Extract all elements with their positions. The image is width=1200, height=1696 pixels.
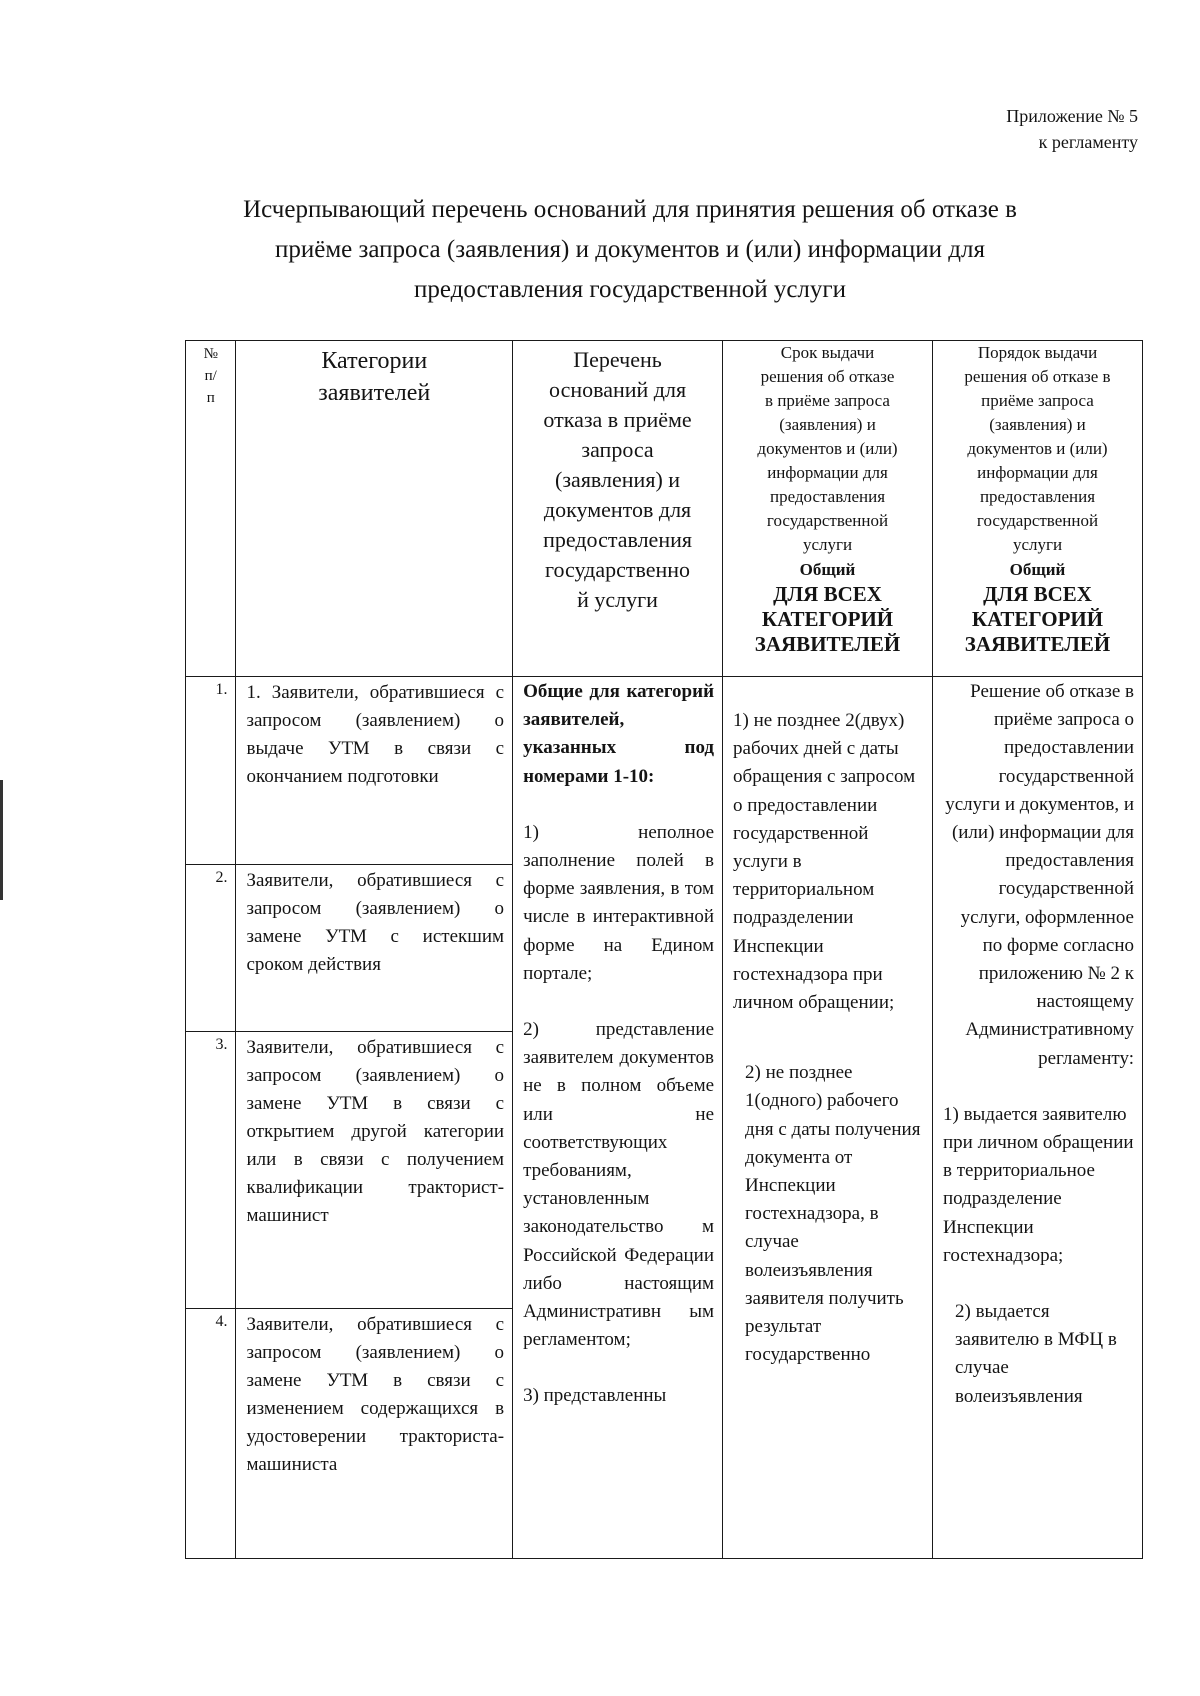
header-order-line: решения об отказе в bbox=[964, 367, 1111, 386]
header-grounds-line: документов для bbox=[543, 497, 692, 522]
header-grounds bbox=[513, 341, 723, 677]
header-term-line: предоставления bbox=[769, 487, 886, 506]
row-category: Заявители, обратившиеся с запросом (заявлением) о замене УТМ в связи с открытием другой категории или в связи с получением квалификации тракторист-машинист bbox=[236, 1032, 513, 1309]
header-term-bold: Общий bbox=[799, 560, 856, 579]
header-term-bold: ЗАЯВИТЕЛЕЙ bbox=[754, 632, 901, 656]
row-category: Заявители, обратившиеся с запросом (заявлением) о замене УТМ в связи с изменением содержащихся в удостоверении тракториста-машиниста bbox=[236, 1309, 513, 1559]
table-header-row bbox=[186, 341, 1143, 677]
header-num-line: п bbox=[206, 390, 215, 406]
grounds-item: 1) неполное заполнение полей в форме заявления, в том числе в интерактивной форме на Едином портале; bbox=[523, 821, 715, 984]
order-cell bbox=[933, 677, 1143, 1559]
header-category-line: Категории bbox=[321, 348, 428, 374]
header-num-line: № bbox=[203, 346, 218, 362]
header-number bbox=[186, 341, 236, 677]
document-title bbox=[150, 190, 1110, 310]
header-order-bold: ЗАЯВИТЕЛЕЙ bbox=[964, 632, 1111, 656]
header-term-line: в приёме запроса bbox=[765, 391, 890, 410]
term-item: 2) не позднее 1(одного) рабочего дня с даты получения документа от Инспекции гостехнадзора, в случае волеизъявления заявителя получить результат государственно bbox=[745, 1062, 921, 1366]
header-term bbox=[723, 341, 933, 677]
row-category: Заявители, обратившиеся с запросом (заявлением) о замене УТМ с истекшим сроком действия bbox=[236, 865, 513, 1032]
order-item: 1) выдается заявителю при личном обращении в территориальное подразделение Инспекции гостехнадзора; bbox=[943, 1103, 1134, 1266]
term-item: 1) не позднее 2(двух) рабочих дней с даты обращения с запросом о предоставлении государственной услуги в территориальном подразделении Инспекции гостехнадзора при личном обращении; bbox=[733, 710, 916, 1014]
header-term-line: документов и (или) bbox=[757, 439, 898, 458]
header-term-line: информации для bbox=[767, 463, 888, 482]
refusal-grounds-table bbox=[185, 340, 1143, 1559]
header-term-bold: КАТЕГОРИЙ bbox=[761, 607, 894, 631]
title-line-3: предоставления государственной услуги bbox=[413, 276, 847, 303]
row-number: 3. bbox=[186, 1032, 236, 1309]
header-order-line: информации для bbox=[977, 463, 1098, 482]
header-grounds-line: государственно bbox=[545, 557, 691, 582]
grounds-cell bbox=[513, 677, 723, 1559]
term-cell bbox=[723, 677, 933, 1559]
header-grounds-line: Перечень bbox=[573, 347, 662, 372]
row-number: 4. bbox=[186, 1309, 236, 1559]
appendix-line-2: к регламенту bbox=[1038, 132, 1138, 152]
header-grounds-line: отказа в приёме bbox=[543, 407, 692, 432]
header-term-line: решения об отказе bbox=[760, 367, 895, 386]
header-order-line: приёме запроса bbox=[981, 391, 1094, 410]
header-order bbox=[933, 341, 1143, 677]
grounds-intro: Общие для категорий заявителей, указанных под номерами 1-10: bbox=[523, 681, 715, 787]
appendix-line-1: Приложение № 5 bbox=[1006, 106, 1138, 126]
title-line-2: приёме запроса (заявления) и документов и (или) информации для bbox=[274, 236, 985, 263]
header-grounds-line: оснований для bbox=[549, 377, 687, 402]
header-order-bold: КАТЕГОРИЙ bbox=[971, 607, 1104, 631]
header-order-bold: ДЛЯ ВСЕХ bbox=[983, 582, 1092, 606]
row-category: 1. Заявители, обратившиеся с запросом (заявлением) о выдаче УТМ в связи с окончанием подготовки bbox=[236, 677, 513, 865]
header-category-line: заявителей bbox=[318, 380, 431, 406]
header-num-line: п/ bbox=[204, 368, 217, 384]
header-grounds-line: (заявления) и bbox=[555, 467, 681, 492]
header-term-line: (заявления) и bbox=[779, 415, 876, 434]
table-row bbox=[186, 677, 1143, 865]
order-item: 2) выдается заявителю в МФЦ в случае волеизъявления bbox=[955, 1301, 1117, 1407]
header-grounds-line: й услуги bbox=[577, 587, 658, 612]
header-order-line: (заявления) и bbox=[989, 415, 1086, 434]
header-order-line: документов и (или) bbox=[967, 439, 1108, 458]
scan-artifact bbox=[0, 780, 3, 900]
grounds-item: 3) представленны bbox=[523, 1385, 667, 1407]
header-grounds-line: предоставления bbox=[543, 527, 692, 552]
order-intro: Решение об отказе в приёме запроса о предоставлении государственной услуги и документов, и (или) информации для предоставления государственной услуги, оформленное по форме согласно приложению № 2 к настоящему Административному регламенту: bbox=[945, 681, 1134, 1069]
header-category bbox=[236, 341, 513, 677]
header-term-line: услуги bbox=[802, 535, 853, 554]
header-order-line: государственной bbox=[976, 511, 1099, 530]
header-order-line: услуги bbox=[1012, 535, 1063, 554]
header-term-bold: ДЛЯ ВСЕХ bbox=[773, 582, 882, 606]
row-number: 2. bbox=[186, 865, 236, 1032]
appendix-label bbox=[1006, 103, 1138, 155]
header-order-line: Порядок выдачи bbox=[977, 343, 1098, 362]
header-grounds-line: запроса bbox=[581, 437, 654, 462]
title-line-1: Исчерпывающий перечень оснований для принятия решения об отказе в bbox=[243, 196, 1017, 223]
row-number: 1. bbox=[186, 677, 236, 865]
header-order-line: предоставления bbox=[979, 487, 1096, 506]
header-order-bold: Общий bbox=[1009, 560, 1066, 579]
grounds-item: 2) представление заявителем документов не в полном объеме или не соответствующих требованиям, установленным законодательство м Российской Федерации либо настоящим Административн ым регламентом; bbox=[523, 1019, 715, 1351]
header-term-line: государственной bbox=[766, 511, 889, 530]
header-term-line: Срок выдачи bbox=[780, 343, 875, 362]
